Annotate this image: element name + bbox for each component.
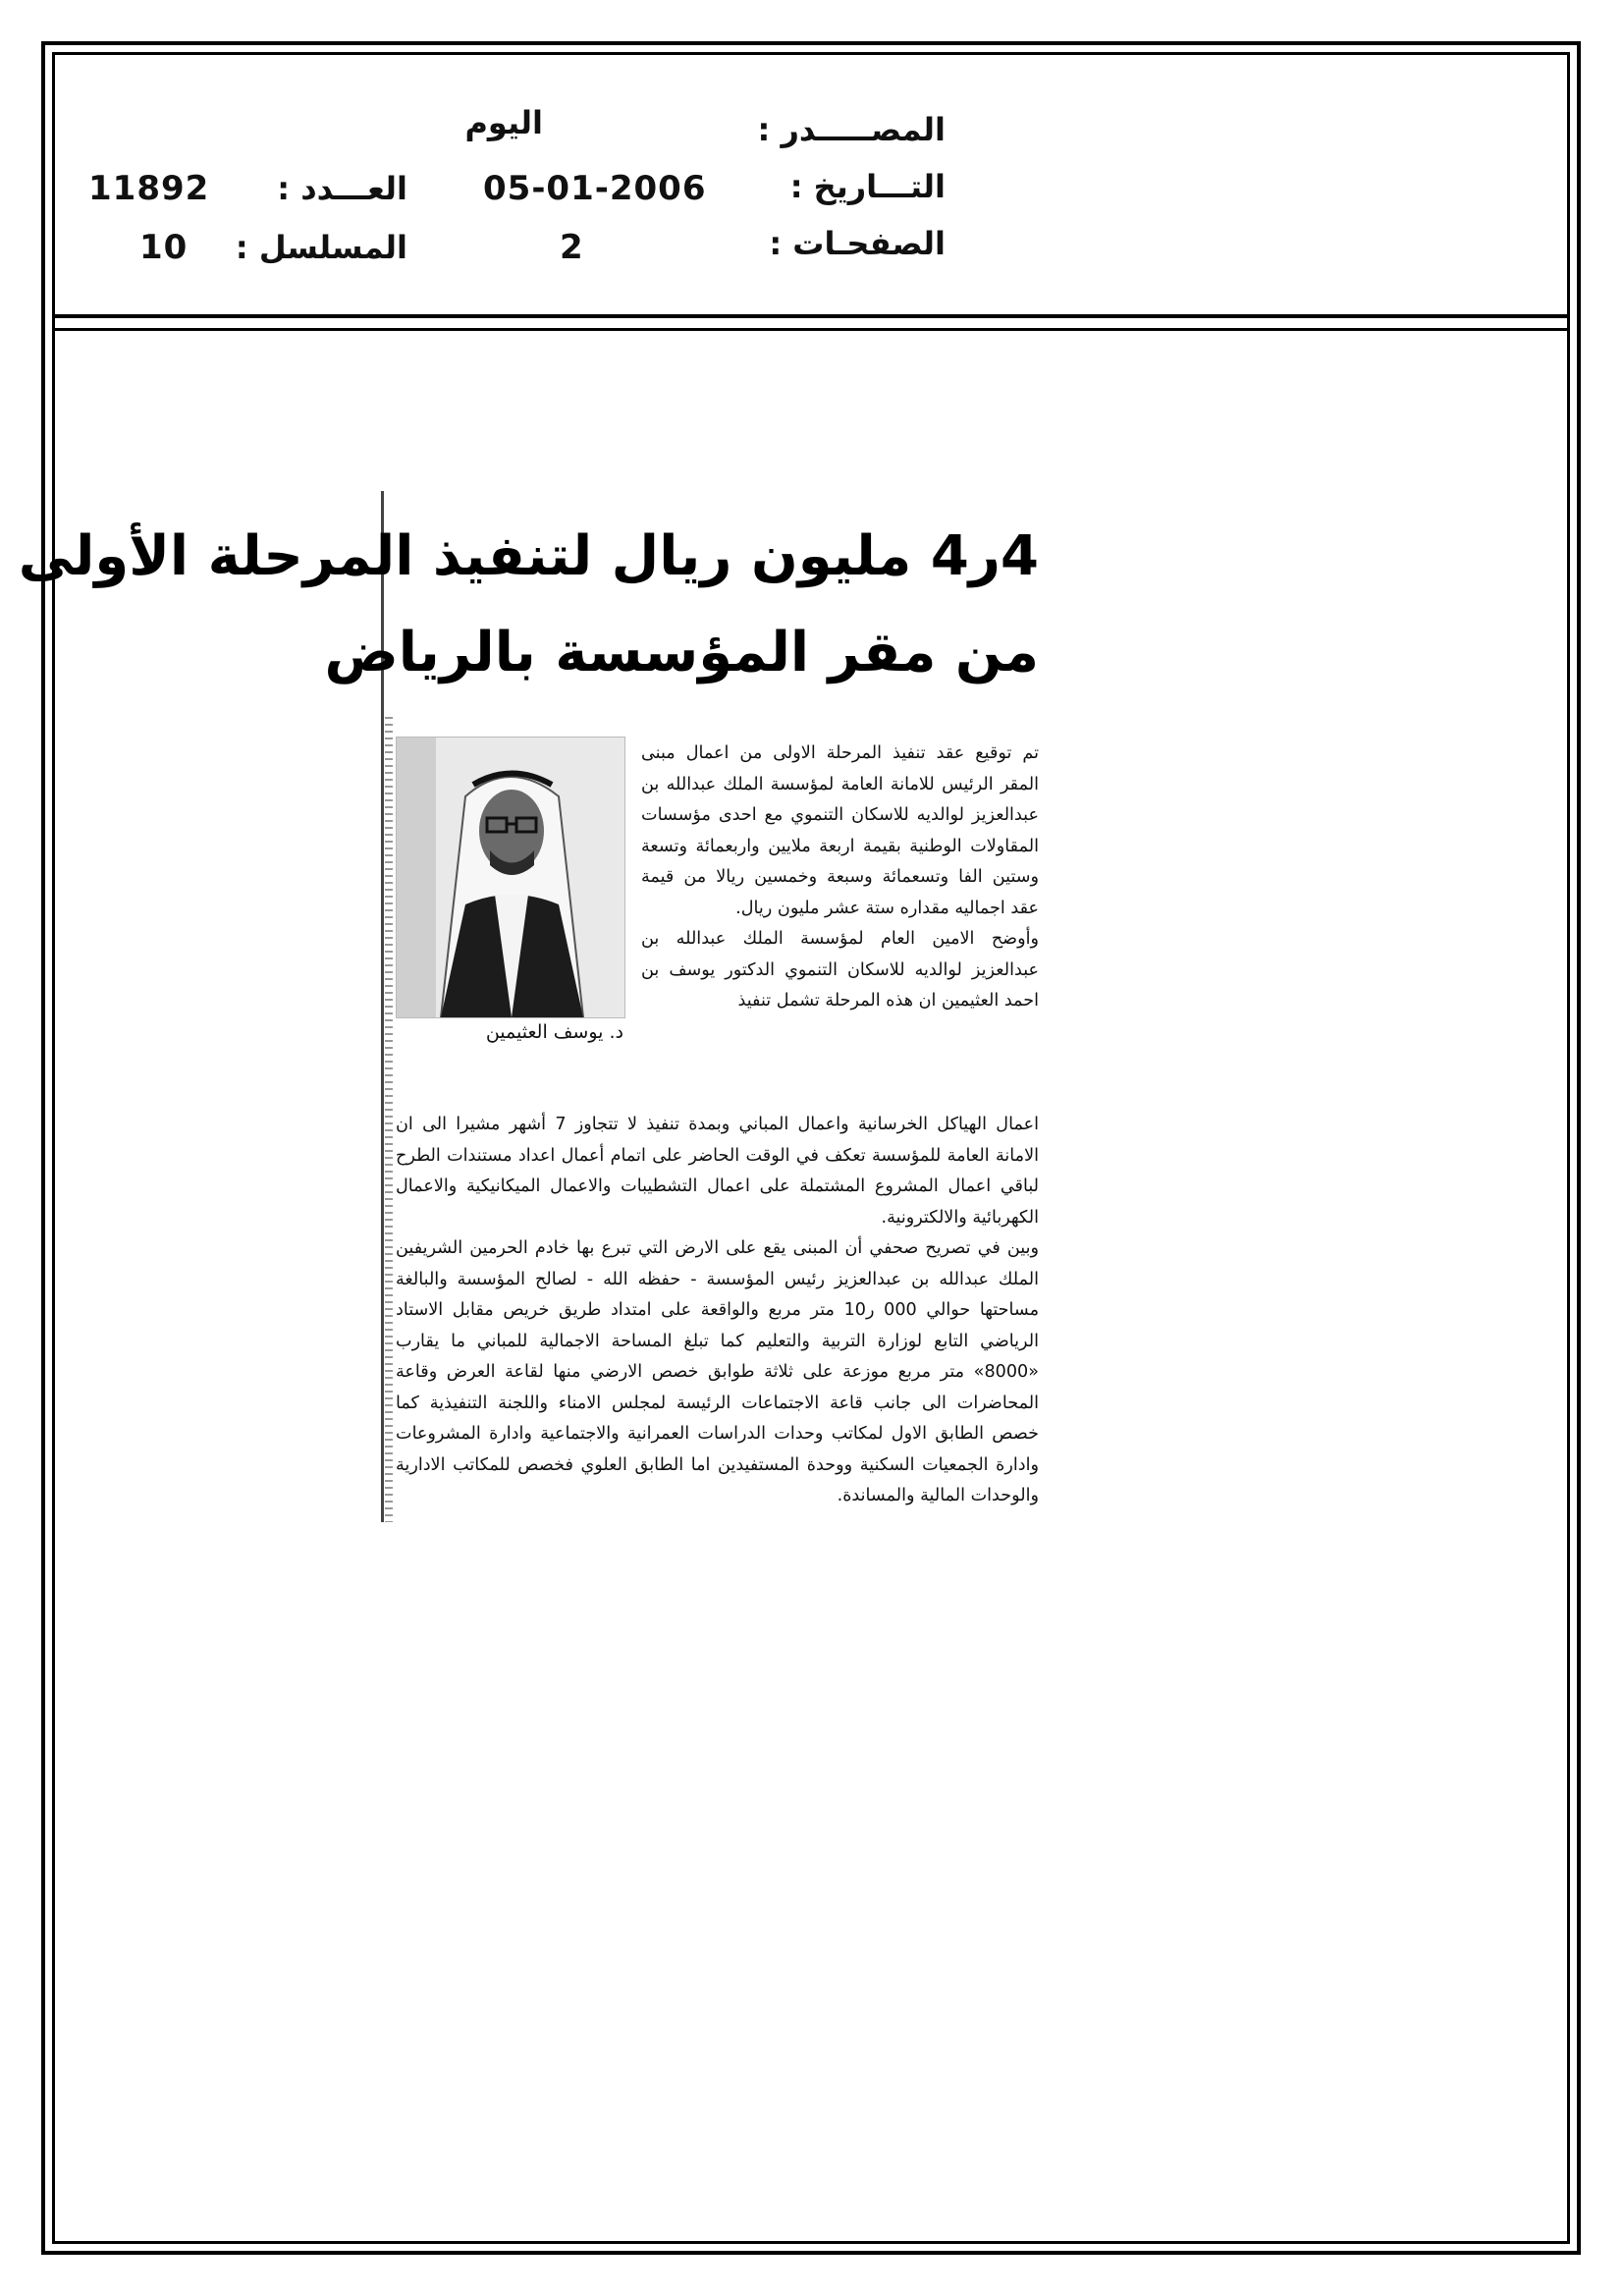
- paragraph-3: وبين في تصريح صحفي أن المبنى يقع على الارض التي تبرع بها خادم الحرمين الشريفين الملك عبدالله بن عبدالعزيز رئيس المؤسسة - حفظه الله - لصالح المؤسسة والبالغة مساحتها حوالي 000 ر10 متر مربع والواقعة على امتداد طريق خريص مقابل الاستاد الرياضي التابع لوزارة التربية والتعليم كما تبلغ المساحة الاجمالية للمباني ما يقارب «8000» متر مربع موزعة على ثلاثة طوابق خصص الارضي منها لقاعة العرض وقاعة المحاضرات الى جانب قاعة الاجتماعات الرئيسة لمجلس الامناء واللجنة التنفيذية كما خصص الطابق الاول لمكاتب وحدات الدراسات العمرانية والاجتماعية وادارة المشروعات وادارة الجمعيات السكنية ووحدة المستفيدين اما الطابق العلوي فخصص للمكاتب الادارية والوحدات المالية والمساندة.: [396, 1238, 1040, 1505]
- photo-caption: د. يوسف العثيمين: [485, 1021, 623, 1043]
- header-divider: [52, 314, 1570, 318]
- newspaper-clipping: [18, 491, 1040, 1522]
- article-paragraph-narrow: [641, 738, 1039, 1017]
- date-value: 05-01-2006: [483, 169, 707, 208]
- paragraph-2-start: وأوضح الامين العام لمؤسسة الملك عبدالله بن عبدالعزيز لوالديه للاسكان التنموي الدكتور يوسف بن احمد العثيمين ان هذه المرحلة تشمل تنفيذ: [641, 929, 1039, 1011]
- source-value: اليوم: [464, 104, 543, 141]
- paragraph-1: تم توقيع عقد تنفيذ المرحلة الاولى من اعمال مبنى المقر الرئيس للامانة العامة لمؤسسة الملك عبدالله بن عبدالعزيز لوالديه للاسكان التنموي مع احدى مؤسسات المقاولات الوطنية بقيمة اربعة ملايين واربعمائة وتسعة وستين الفا وتسعمائة وسبعة وخمسين ريالا من قيمة عقد اجماليه مقداره ستة عشر مليون ريال.: [641, 743, 1039, 918]
- header-divider-inner: [52, 328, 1570, 331]
- headline-line-1: 4ر4 مليون ريال لتنفيذ المرحلة الأولى: [18, 524, 1039, 588]
- paragraph-2-end: اعمال الهياكل الخرسانية واعمال المباني وبمدة تنفيذ لا تتجاوز 7 أشهر مشيرا الى ان الامانة العامة للمؤسسة تعكف في الوقت الحاضر على اتمام أعمال اعداد مستندات الطرح لباقي اعمال المشروع المشتملة على اعمال التشطيبات والاعمال الميكانيكية والاعمال الكهربائية والالكترونية.: [396, 1115, 1040, 1228]
- date-label: التـــاريخ :: [789, 168, 946, 205]
- portrait-illustration: [397, 738, 624, 1017]
- source-label: المصـــــدر :: [757, 111, 946, 148]
- issue-label: العـــدد :: [277, 170, 407, 207]
- serial-value: 10: [139, 228, 189, 267]
- article-paragraph-wide: [396, 1110, 1039, 1512]
- serial-label: المسلسل :: [235, 229, 407, 266]
- portrait-photo: [396, 737, 625, 1018]
- pages-label: الصفحـات :: [769, 225, 946, 262]
- headline-line-2: من مقر المؤسسة بالرياض: [324, 621, 1039, 684]
- issue-value: 11892: [88, 169, 210, 208]
- pages-value: 2: [560, 228, 584, 267]
